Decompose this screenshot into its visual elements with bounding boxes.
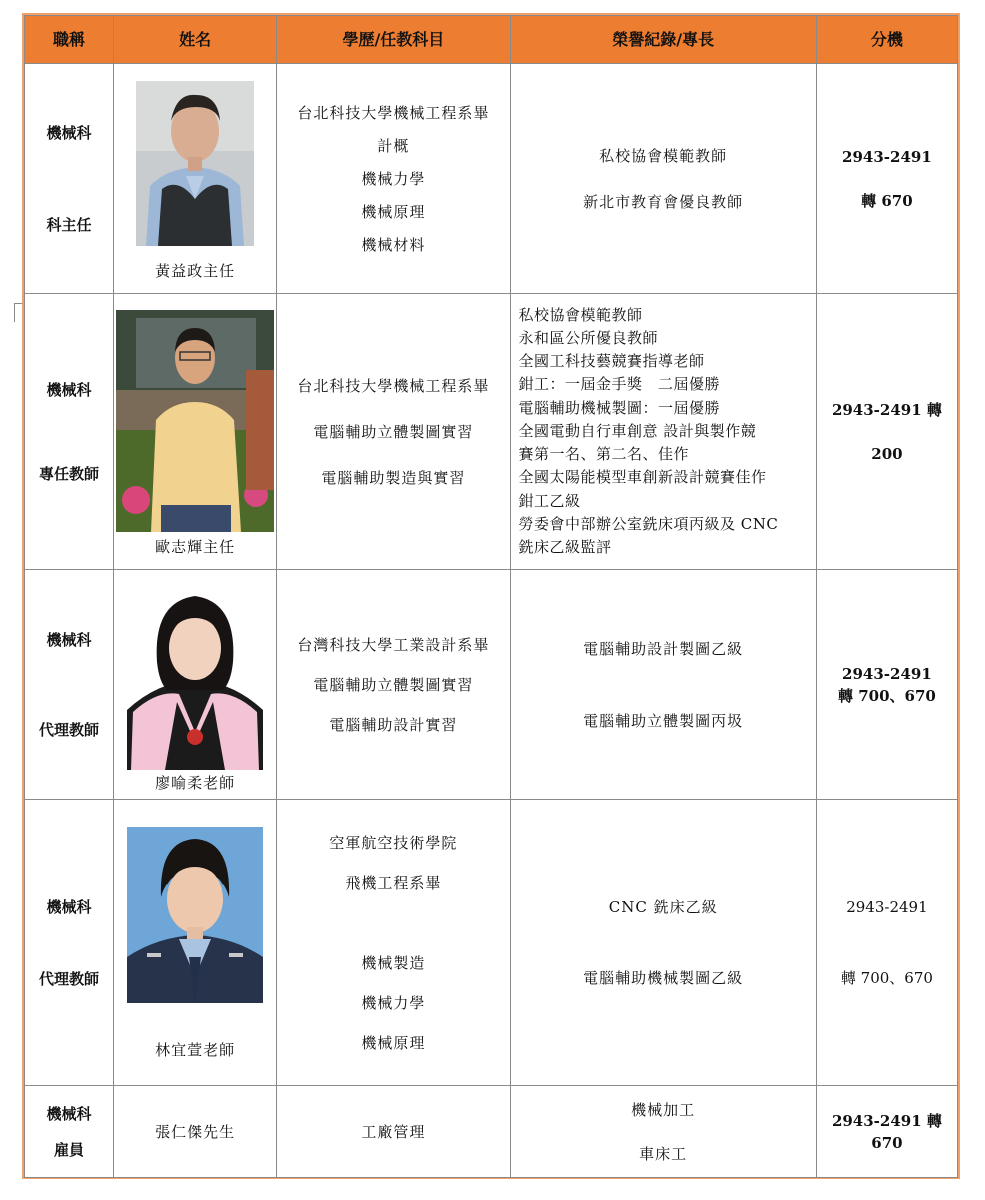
education-line: 工廠管理 <box>361 1122 426 1141</box>
job-title-line: 機械科 <box>46 380 92 399</box>
extension-line: 200 <box>871 444 903 463</box>
extension-cell <box>816 800 957 1086</box>
extension-line: 轉 700、670 <box>840 969 933 987</box>
job-title-line: 代理教師 <box>39 969 100 988</box>
job-title-line: 機械科 <box>46 1104 92 1123</box>
honors-cell <box>510 294 816 570</box>
job-title-line: 代理教師 <box>39 720 100 739</box>
education-line: 機械製造 <box>361 953 426 972</box>
honor-line: 電腦輔助設計製圖乙級 <box>583 639 744 658</box>
education-line: 台灣科技大學工業設計系畢 <box>297 635 490 654</box>
education-line: 電腦輔助製造與實習 <box>321 468 466 487</box>
honor-line: 電腦輔助機械製圖乙級 <box>583 969 744 987</box>
education-line <box>277 914 509 932</box>
person-cell <box>114 570 277 800</box>
teacher-photo <box>136 81 254 246</box>
teacher-name: 廖喻柔老師 <box>155 773 236 792</box>
honor-line: CNC 銑床乙級 <box>608 898 718 916</box>
education-line: 台北科技大學機械工程系畢 <box>297 376 490 395</box>
job-title <box>25 1086 114 1178</box>
person-cell <box>114 1086 277 1178</box>
job-title-line: 機械科 <box>46 897 92 916</box>
education-cell <box>277 800 510 1086</box>
education-line: 空軍航空技術學院 <box>329 833 458 852</box>
teacher-photo <box>116 310 274 532</box>
education-cell <box>277 64 510 294</box>
education-line: 電腦輔助設計實習 <box>329 715 458 734</box>
header-education: 學歷/任教科目 <box>277 16 510 64</box>
honor-line: 永和區公所優良教師 <box>518 329 659 348</box>
honor-line: 電腦輔助機械製圖：一屆優勝 <box>518 398 721 417</box>
education-line: 機械原理 <box>361 202 426 221</box>
teacher-photo <box>127 582 263 770</box>
table-row <box>25 1086 958 1178</box>
education-line: 機械力學 <box>361 993 426 1012</box>
job-title-line: 雇員 <box>54 1140 85 1159</box>
header-row <box>25 16 958 64</box>
staff-table <box>24 15 958 1178</box>
honor-line: 全國電動自行車創意 設計與製作競 <box>518 421 757 440</box>
education-cell <box>277 294 510 570</box>
honor-line: 全國太陽能模型車創新設計競賽佳作 <box>518 468 767 487</box>
job-title-line: 專任教師 <box>39 464 100 483</box>
extension-line: 2943-2491 轉 <box>831 1111 942 1130</box>
extension-cell <box>816 294 957 570</box>
honor-line: 私校協會模範教師 <box>599 146 728 165</box>
extension-line: 2943-2491 轉 <box>831 400 942 419</box>
education-line: 計概 <box>377 136 410 155</box>
person-cell <box>114 294 277 570</box>
honor-line: 銑床乙級監評 <box>518 537 612 556</box>
education-line: 飛機工程系畢 <box>345 873 442 892</box>
honor-line: 車床工 <box>639 1144 688 1163</box>
teacher-name: 林宜萱老師 <box>155 1040 236 1059</box>
education-line: 電腦輔助立體製圖實習 <box>313 675 474 694</box>
education-cell <box>277 570 510 800</box>
extension-line: 2943-2491 <box>842 147 932 166</box>
education-line: 機械原理 <box>361 1033 426 1052</box>
job-title <box>25 294 114 570</box>
header-extension: 分機 <box>816 16 957 64</box>
honor-line: 賽第一名、第二名、佳作 <box>518 445 690 464</box>
extension-cell <box>816 570 957 800</box>
extension-line: 670 <box>871 1133 903 1152</box>
extension-cell <box>816 64 957 294</box>
extension-line: 2943-2491 <box>846 898 928 916</box>
person-cell <box>114 64 277 294</box>
person-cell <box>114 800 277 1086</box>
education-line: 機械力學 <box>361 169 426 188</box>
honor-line: 電腦輔助立體製圖丙圾 <box>583 711 744 730</box>
header-honors: 榮譽紀錄/專長 <box>510 16 816 64</box>
honors-cell <box>510 800 816 1086</box>
honor-line: 全國工科技藝競賽指導老師 <box>518 352 705 371</box>
job-title-line: 機械科 <box>46 123 92 142</box>
extension-line: 轉 670 <box>861 191 913 210</box>
honor-line: 勞委會中部辦公室銑床項丙級及 CNC <box>518 514 779 533</box>
honors-cell <box>510 570 816 800</box>
table-row <box>25 294 958 570</box>
extension-line: 轉 700、670 <box>837 686 936 705</box>
extension-line: 2943-2491 <box>842 664 932 683</box>
education-line: 台北科技大學機械工程系畢 <box>297 103 490 122</box>
honor-line: 私校協會模範教師 <box>518 305 643 324</box>
honor-line: 新北市教育會優良教師 <box>583 192 744 211</box>
honor-line: 鉗工：一屆金手獎 二屆優勝 <box>518 375 721 394</box>
honors-cell <box>510 64 816 294</box>
table-row <box>25 64 958 294</box>
teacher-name: 張仁傑先生 <box>155 1122 236 1141</box>
teacher-name: 歐志輝主任 <box>155 537 236 556</box>
teacher-photo <box>127 827 263 1003</box>
job-title-line: 機械科 <box>46 630 92 649</box>
table-row <box>25 570 958 800</box>
job-title <box>25 570 114 800</box>
honor-line: 機械加工 <box>631 1100 696 1119</box>
education-cell <box>277 1086 510 1178</box>
table-row <box>25 800 958 1086</box>
job-title <box>25 64 114 294</box>
honors-cell <box>510 1086 816 1178</box>
header-name: 姓名 <box>114 16 277 64</box>
honor-line: 鉗工乙級 <box>518 491 581 510</box>
extension-cell <box>816 1086 957 1178</box>
job-title-line: 科主任 <box>46 215 92 234</box>
header-title: 職稱 <box>25 16 114 64</box>
education-line: 電腦輔助立體製圖實習 <box>313 422 474 441</box>
education-line: 機械材料 <box>361 235 426 254</box>
job-title <box>25 800 114 1086</box>
teacher-name: 黃益政主任 <box>155 262 236 280</box>
